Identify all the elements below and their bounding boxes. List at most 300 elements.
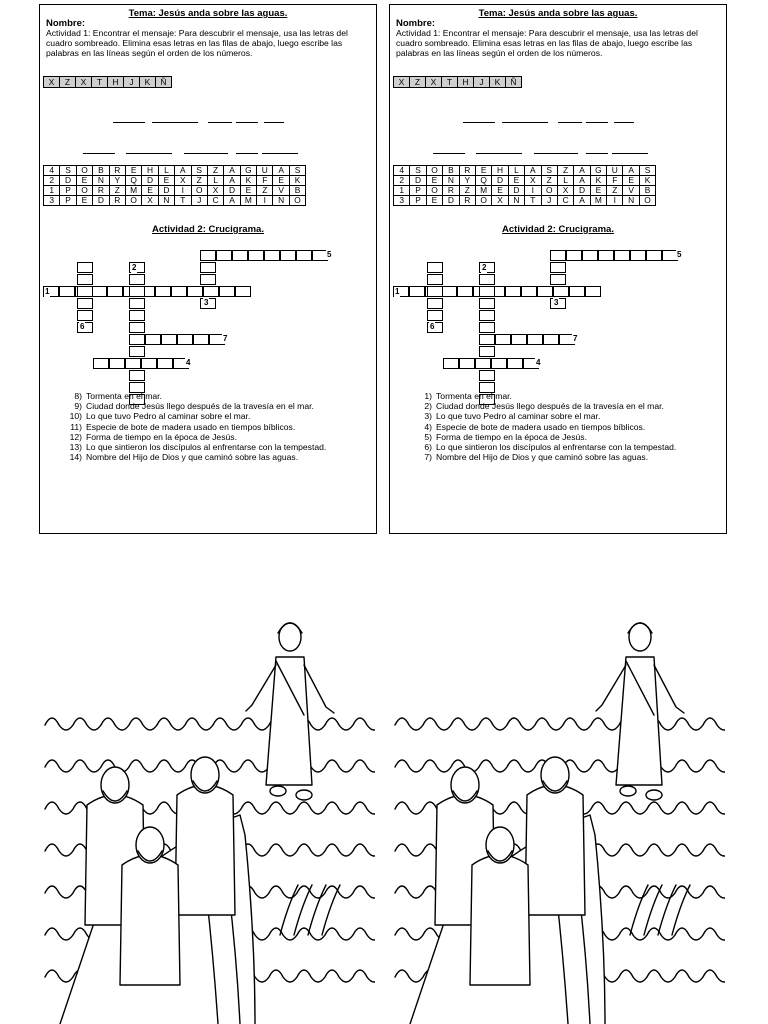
grid-letter: J: [541, 196, 557, 206]
crossword-number: 6: [430, 322, 435, 331]
crossword-number: 4: [536, 358, 541, 367]
clue-item: [411, 401, 676, 411]
grid-letter: X: [492, 196, 508, 206]
crossword-cell[interactable]: [491, 358, 507, 369]
clue-text: Lo que tuvo Pedro al caminar sobre el mar.: [86, 411, 251, 422]
jesus-foot: [270, 786, 286, 796]
crossword-cell[interactable]: [200, 274, 216, 285]
crossword-cell[interactable]: [550, 250, 566, 261]
grid-letter: U: [257, 166, 273, 176]
grid-letter: E: [508, 176, 524, 186]
grid-letter: O: [289, 196, 305, 206]
clue-item: [61, 442, 326, 452]
grid-letter: E: [475, 166, 491, 176]
crossword-cell[interactable]: [203, 286, 219, 297]
crossword-cell[interactable]: [479, 310, 495, 321]
crossword-cell[interactable]: [177, 334, 193, 345]
crossword-cell[interactable]: [507, 358, 523, 369]
coloring-illustration-right: [390, 580, 725, 1024]
disciple-head: [136, 827, 164, 863]
crossword-cell[interactable]: [280, 250, 296, 261]
grid-letter: O: [191, 186, 207, 196]
clue-number: 11): [70, 421, 82, 432]
answer-blank[interactable]: [264, 122, 284, 123]
row-number: 2: [394, 176, 410, 186]
grid-letter: E: [273, 176, 289, 186]
crossword-cell[interactable]: [129, 334, 145, 345]
shaded-letter: T: [442, 77, 458, 88]
grid-letter: E: [142, 186, 158, 196]
crossword-number: 4: [186, 358, 191, 367]
grid-letter: Z: [459, 186, 475, 196]
crossword-cell[interactable]: [457, 286, 473, 297]
clue-text: Especie de bote de madera usado en tiempos bíblicos.: [436, 421, 646, 432]
grid-letter: N: [158, 196, 174, 206]
clue-number: 8): [74, 391, 82, 401]
row-number: 4: [44, 166, 60, 176]
crossword-cell[interactable]: [527, 334, 543, 345]
row-number: 2: [44, 176, 60, 186]
grid-letter: N: [443, 176, 459, 186]
answer-blank[interactable]: [83, 153, 115, 154]
crossword-cell[interactable]: [77, 298, 93, 309]
grid-letter: A: [574, 196, 590, 206]
clue-number: 13): [69, 442, 82, 453]
answer-blank[interactable]: [612, 153, 648, 154]
crossword-cell[interactable]: [566, 250, 582, 261]
grid-letter: X: [142, 196, 158, 206]
answer-blank[interactable]: [113, 122, 145, 123]
crossword-cell[interactable]: [479, 274, 495, 285]
row-number: 1: [394, 186, 410, 196]
crossword-cell[interactable]: [193, 334, 209, 345]
disciple-body: [470, 855, 530, 985]
answer-blank[interactable]: [152, 122, 198, 123]
name-label: Nombre:: [46, 18, 86, 29]
clue-text: Especie de bote de madera usado en tiempos bíblicos.: [86, 421, 296, 432]
grid-letter: S: [410, 166, 426, 176]
grid-letter: E: [125, 166, 141, 176]
clue-text: Lo que tuvo Pedro al caminar sobre el mar.: [436, 411, 601, 422]
grid-letter: X: [207, 186, 223, 196]
grid-letter: D: [508, 186, 524, 196]
grid-letter: U: [607, 166, 623, 176]
crossword-cell[interactable]: [521, 286, 537, 297]
crossword-cell[interactable]: [59, 286, 75, 297]
answer-blank[interactable]: [534, 153, 578, 154]
crossword-cell[interactable]: [200, 262, 216, 273]
crossword-cell[interactable]: [569, 286, 585, 297]
answer-blank[interactable]: [126, 153, 172, 154]
clue-item: [411, 411, 676, 421]
crossword-cell[interactable]: [141, 358, 157, 369]
clue-item: [61, 452, 326, 462]
clue-number: 10): [69, 411, 82, 422]
crossword-cell[interactable]: [200, 250, 216, 261]
letter-grid: [393, 165, 656, 206]
crossword-cell[interactable]: [427, 262, 443, 273]
row-number: 3: [44, 196, 60, 206]
clue-number: 14): [69, 452, 82, 463]
answer-blank[interactable]: [614, 122, 634, 123]
crossword-cell[interactable]: [264, 250, 280, 261]
clue-text: Forma de tiempo en la época de Jesús.: [86, 431, 237, 442]
crossword-cell[interactable]: [77, 262, 93, 273]
clue-text: Nombre del Hijo de Dios y que caminó sobre las aguas.: [86, 452, 299, 463]
crossword-cell[interactable]: [585, 286, 601, 297]
crossword-cell[interactable]: [129, 322, 145, 333]
crossword-cell[interactable]: [91, 286, 107, 297]
grid-letter: Z: [541, 176, 557, 186]
grid-letter: P: [410, 186, 426, 196]
crossword-number: 2: [482, 263, 487, 272]
crossword-number: 1: [395, 287, 400, 296]
clue-text: Ciudad donde Jesús llego después de la travesía en el mar.: [436, 401, 664, 412]
grid-row: [44, 186, 306, 196]
grid-letter: G: [590, 166, 606, 176]
crossword-cell[interactable]: [479, 322, 495, 333]
crossword-cell[interactable]: [155, 286, 171, 297]
grid-letter: A: [525, 166, 541, 176]
jesus-right-arm: [304, 665, 334, 713]
crossword-cell[interactable]: [129, 310, 145, 321]
grid-letter: I: [525, 186, 541, 196]
grid-letter: O: [475, 196, 491, 206]
grid-letter: X: [525, 176, 541, 186]
crossword-number: 3: [554, 298, 559, 307]
grid-letter: K: [240, 176, 256, 186]
worksheet-right: [389, 4, 727, 534]
grid-letter: Z: [607, 186, 623, 196]
grid-letter: X: [175, 176, 191, 186]
grid-letter: I: [175, 186, 191, 196]
grid-letter: A: [574, 176, 590, 186]
grid-letter: S: [60, 166, 76, 176]
grid-letter: A: [224, 196, 240, 206]
grid-letter: H: [142, 166, 158, 176]
answer-blank[interactable]: [208, 122, 232, 123]
grid-letter: A: [224, 176, 240, 186]
grid-letter: R: [109, 196, 125, 206]
grid-letter: A: [623, 166, 639, 176]
disciple-body: [175, 785, 235, 915]
grid-letter: O: [541, 186, 557, 196]
crossword-cell[interactable]: [479, 334, 495, 345]
disciple-body: [120, 855, 180, 985]
answer-blank[interactable]: [463, 122, 495, 123]
crossword-cell[interactable]: [479, 286, 495, 297]
clue-text: Lo que sintieron los discípulos al enfrentarse con la tempestad.: [436, 442, 677, 453]
grid-letter: V: [623, 186, 639, 196]
grid-letter: K: [590, 176, 606, 186]
grid-letter: D: [443, 196, 459, 206]
clue-item: [411, 432, 676, 442]
crossword-cell[interactable]: [441, 286, 457, 297]
clue-text: Forma de tiempo en la época de Jesús.: [436, 431, 587, 442]
disciple-head: [191, 757, 219, 793]
crossword-cell[interactable]: [443, 358, 459, 369]
crossword-cell[interactable]: [129, 274, 145, 285]
crossword-cell[interactable]: [459, 358, 475, 369]
crossword-cell[interactable]: [171, 286, 187, 297]
grid-letter: S: [541, 166, 557, 176]
answer-blank[interactable]: [586, 122, 608, 123]
shaded-letter: Z: [60, 77, 76, 88]
grid-letter: E: [76, 196, 92, 206]
crossword-number: 5: [677, 250, 682, 259]
jesus-left-arm: [596, 665, 626, 711]
grid-letter: Z: [109, 186, 125, 196]
grid-letter: O: [426, 186, 442, 196]
crossword-cell[interactable]: [475, 358, 491, 369]
crossword-cell[interactable]: [248, 250, 264, 261]
grid-letter: Y: [109, 176, 125, 186]
grid-letter: I: [257, 196, 273, 206]
crossword-cell[interactable]: [187, 286, 203, 297]
crossword-cell[interactable]: [296, 250, 312, 261]
crossword-cell[interactable]: [129, 346, 145, 357]
grid-letter: D: [224, 186, 240, 196]
crossword-cell[interactable]: [77, 286, 93, 297]
disciple-head: [101, 767, 129, 803]
answer-blank[interactable]: [586, 153, 608, 154]
shaded-letter: Z: [410, 77, 426, 88]
grid-letter: O: [125, 196, 141, 206]
grid-letter: A: [175, 166, 191, 176]
worksheet-title: Tema: Jesús anda sobre las aguas.: [128, 8, 288, 19]
grid-letter: T: [175, 196, 191, 206]
grid-letter: E: [76, 176, 92, 186]
grid-letter: D: [60, 176, 76, 186]
crossword-cell[interactable]: [235, 286, 251, 297]
crossword-cell[interactable]: [77, 310, 93, 321]
crossword-cell[interactable]: [232, 250, 248, 261]
shaded-letter: K: [490, 77, 506, 88]
grid-row: [394, 196, 656, 206]
crossword-cell[interactable]: [427, 286, 443, 297]
grid-letter: D: [93, 196, 109, 206]
grid-letter: Z: [207, 166, 223, 176]
grid-letter: J: [191, 196, 207, 206]
clue-number: 5): [424, 431, 432, 442]
grid-letter: P: [60, 186, 76, 196]
grid-letter: V: [273, 186, 289, 196]
crossword-cell[interactable]: [93, 358, 109, 369]
grid-letter: B: [93, 166, 109, 176]
grid-letter: S: [289, 166, 305, 176]
clue-item: [61, 432, 326, 442]
crossword: [40, 245, 378, 390]
crossword-cell[interactable]: [550, 274, 566, 285]
answer-blank[interactable]: [236, 153, 258, 154]
grid-letter: S: [639, 166, 655, 176]
crossword-cell[interactable]: [543, 334, 559, 345]
crossword-cell[interactable]: [614, 250, 630, 261]
worksheet-title: Tema: Jesús anda sobre las aguas.: [478, 8, 638, 19]
grid-letter: R: [443, 186, 459, 196]
answer-blank[interactable]: [558, 122, 582, 123]
clue-item: [411, 452, 676, 462]
shaded-letter: X: [426, 77, 442, 88]
crossword-cell[interactable]: [630, 250, 646, 261]
crossword-number: 1: [45, 287, 50, 296]
line-art: [45, 623, 375, 1024]
grid-row: [394, 166, 656, 176]
clue-text: Lo que sintieron los discípulos al enfrentarse con la tempestad.: [86, 442, 327, 453]
disciple-head: [486, 827, 514, 863]
shaded-letter: H: [108, 77, 124, 88]
clue-text: Tormenta en el mar.: [436, 391, 512, 401]
shaded-letter: X: [394, 77, 410, 88]
grid-letter: L: [557, 176, 573, 186]
crossword-cell[interactable]: [129, 286, 145, 297]
grid-letter: E: [426, 196, 442, 206]
grid-letter: D: [574, 186, 590, 196]
row-number: 1: [44, 186, 60, 196]
clue-number: 3): [424, 411, 432, 422]
grid-letter: P: [410, 196, 426, 206]
crossword-cell[interactable]: [157, 358, 173, 369]
crossword-cell[interactable]: [479, 346, 495, 357]
grid-letter: K: [289, 176, 305, 186]
shaded-letter: T: [92, 77, 108, 88]
crossword-cell[interactable]: [107, 286, 123, 297]
crossword-cell[interactable]: [550, 262, 566, 273]
grid-letter: Z: [557, 166, 573, 176]
instructions: Actividad 1: Encontrar el mensaje: Para descubrir el mensaje, usa las letras del cuadro sombreado. Elimina esas letras en las filas de abajo, luego escribe las palabras en las líneas según el orden de los números.: [46, 28, 348, 59]
crossword-cell[interactable]: [109, 358, 125, 369]
grid-letter: B: [443, 166, 459, 176]
shaded-letter: X: [44, 77, 60, 88]
grid-letter: Q: [125, 176, 141, 186]
row-number: 3: [394, 196, 410, 206]
crossword-cell[interactable]: [505, 286, 521, 297]
clue-item: [411, 442, 676, 452]
grid-letter: D: [142, 176, 158, 186]
grid-letter: M: [475, 186, 491, 196]
grid-letter: O: [426, 166, 442, 176]
crossword-cell[interactable]: [479, 370, 495, 381]
grid-letter: M: [240, 196, 256, 206]
clue-list: [411, 391, 676, 462]
answer-blank[interactable]: [236, 122, 258, 123]
grid-letter: Z: [257, 186, 273, 196]
crossword-cell[interactable]: [129, 298, 145, 309]
crossword-cell[interactable]: [427, 298, 443, 309]
answer-blank[interactable]: [184, 153, 228, 154]
clue-number: 1): [424, 391, 432, 401]
crossword-cell[interactable]: [219, 286, 235, 297]
grid-letter: O: [639, 196, 655, 206]
activity2-title: Actividad 2: Crucigrama.: [152, 224, 264, 235]
crossword-cell[interactable]: [216, 250, 232, 261]
jesus-right-arm: [654, 665, 684, 713]
answer-blank[interactable]: [262, 153, 298, 154]
crossword-cell[interactable]: [537, 286, 553, 297]
jesus-robe: [266, 657, 312, 785]
grid-row: [394, 176, 656, 186]
clue-text: Nombre del Hijo de Dios y que caminó sobre las aguas.: [436, 452, 649, 463]
grid-letter: E: [426, 176, 442, 186]
crossword-number: 7: [223, 334, 228, 343]
letter-grid: [43, 165, 306, 206]
grid-letter: K: [639, 176, 655, 186]
crossword-cell[interactable]: [553, 286, 569, 297]
clue-number: 4): [424, 421, 432, 432]
crossword-cell[interactable]: [582, 250, 598, 261]
clue-number: 6): [424, 442, 432, 453]
grid-letter: C: [207, 196, 223, 206]
crossword-number: 3: [204, 298, 209, 307]
clue-text: Ciudad donde Jesús llego después de la travesía en el mar.: [86, 401, 314, 412]
grid-row: [394, 186, 656, 196]
grid-letter: E: [158, 176, 174, 186]
answer-blank[interactable]: [476, 153, 522, 154]
crossword: [390, 245, 728, 390]
crossword-cell[interactable]: [427, 274, 443, 285]
grid-letter: H: [492, 166, 508, 176]
crossword-cell[interactable]: [598, 250, 614, 261]
crossword-cell[interactable]: [511, 334, 527, 345]
crossword-cell[interactable]: [145, 334, 161, 345]
grid-letter: B: [639, 186, 655, 196]
crossword-cell[interactable]: [427, 310, 443, 321]
crossword-cell[interactable]: [77, 274, 93, 285]
grid-letter: M: [125, 186, 141, 196]
grid-letter: L: [508, 166, 524, 176]
grid-letter: E: [590, 186, 606, 196]
crossword-cell[interactable]: [409, 286, 425, 297]
shaded-letter: J: [124, 77, 140, 88]
wave-line: [395, 718, 725, 730]
grid-letter: Z: [191, 176, 207, 186]
crossword-number: 6: [80, 322, 85, 331]
grid-letter: D: [158, 186, 174, 196]
grid-letter: N: [93, 176, 109, 186]
shaded-letter: Ñ: [506, 77, 522, 88]
grid-row: [44, 196, 306, 206]
crossword-cell[interactable]: [495, 334, 511, 345]
grid-letter: X: [557, 186, 573, 196]
clue-item: [411, 422, 676, 432]
crossword-cell[interactable]: [161, 334, 177, 345]
disciple-body: [525, 785, 585, 915]
grid-letter: C: [557, 196, 573, 206]
answer-blank[interactable]: [433, 153, 465, 154]
crossword-cell[interactable]: [646, 250, 662, 261]
grid-letter: F: [257, 176, 273, 186]
grid-letter: B: [289, 186, 305, 196]
crossword-cell[interactable]: [125, 358, 141, 369]
grid-letter: T: [525, 196, 541, 206]
grid-letter: N: [623, 196, 639, 206]
grid-letter: N: [273, 196, 289, 206]
crossword-cell[interactable]: [129, 370, 145, 381]
line-art: [395, 623, 725, 1024]
grid-letter: R: [459, 196, 475, 206]
clue-item: [61, 411, 326, 421]
wave-line: [45, 718, 375, 730]
grid-letter: R: [93, 186, 109, 196]
shaded-letter: H: [458, 77, 474, 88]
shaded-letter: J: [474, 77, 490, 88]
grid-letter: F: [607, 176, 623, 186]
grid-letter: O: [76, 186, 92, 196]
crossword-cell[interactable]: [479, 298, 495, 309]
shaded-letters-box: [43, 76, 172, 88]
clue-list: [61, 391, 326, 462]
answer-blank[interactable]: [502, 122, 548, 123]
